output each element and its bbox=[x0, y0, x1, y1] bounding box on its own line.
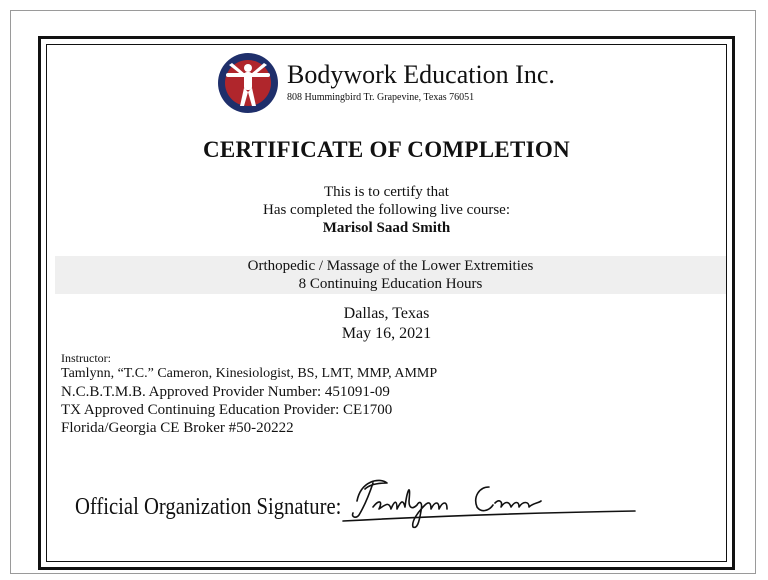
course-hours: 8 Continuing Education Hours bbox=[298, 276, 483, 292]
instructor-label: Instructor: bbox=[61, 351, 111, 365]
vitruvian-man-logo-icon bbox=[217, 52, 279, 114]
organization-name: Bodywork Education Inc. bbox=[287, 60, 555, 89]
ce-broker-number: Florida/Georgia CE Broker #50-20222 bbox=[61, 420, 294, 436]
organization-header bbox=[217, 51, 555, 115]
course-date: May 16, 2021 bbox=[341, 325, 432, 342]
certify-line: This is to certify that bbox=[324, 184, 449, 200]
organization-info bbox=[287, 61, 555, 105]
ncbtmb-provider-number: N.C.B.T.M.B. Approved Provider Number: 451091-09 bbox=[61, 384, 390, 400]
signature-label: Official Organization Signature: bbox=[75, 494, 342, 520]
certificate-title: CERTIFICATE OF COMPLETION bbox=[202, 137, 571, 162]
handwritten-signature bbox=[339, 471, 639, 533]
tx-provider-number: TX Approved Continuing Education Provider: CE1700 bbox=[61, 402, 393, 418]
certificate-page bbox=[10, 10, 756, 574]
course-location: Dallas, Texas bbox=[343, 305, 430, 322]
organization-address: 808 Hummingbird Tr. Grapevine, Texas 76051 bbox=[287, 92, 475, 103]
completed-line: Has completed the following live course: bbox=[262, 202, 511, 218]
certificate-inner-border bbox=[46, 44, 727, 562]
course-band bbox=[55, 256, 726, 294]
recipient-name: Marisol Saad Smith bbox=[322, 220, 451, 236]
course-name: Orthopedic / Massage of the Lower Extremities bbox=[247, 258, 534, 274]
instructor-name: Tamlynn, “T.C.” Cameron, Kinesiologist, BS, LMT, MMP, AMMP bbox=[61, 366, 438, 381]
certificate-border bbox=[38, 36, 735, 570]
